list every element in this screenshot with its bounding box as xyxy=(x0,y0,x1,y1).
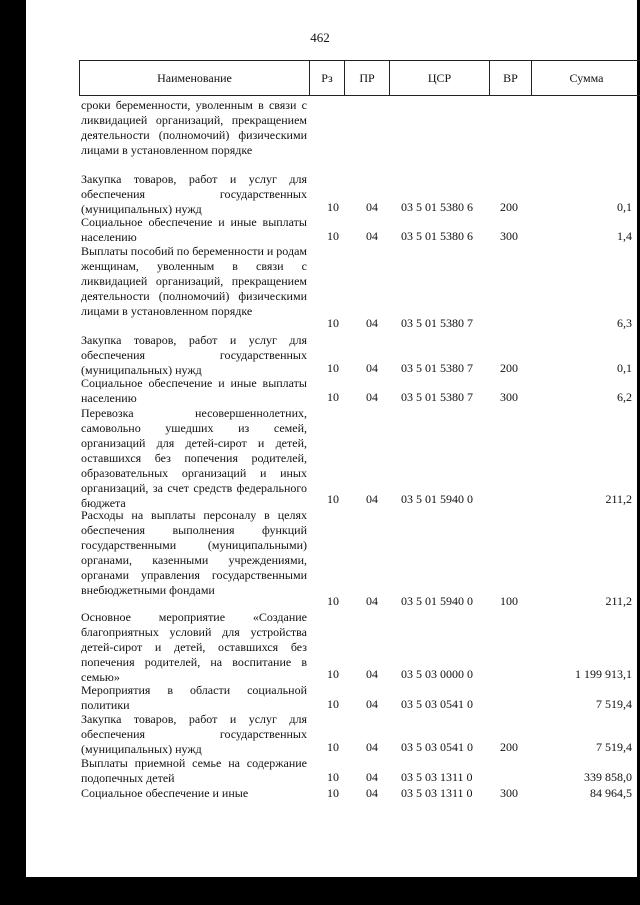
row-vr: 300 xyxy=(500,390,518,404)
row-pr: 04 xyxy=(366,316,378,330)
row-rz: 10 xyxy=(327,390,339,404)
row-pr: 04 xyxy=(366,200,378,214)
header-name: Наименование xyxy=(80,61,310,95)
row-csr: 03 5 01 5380 6 xyxy=(401,200,473,214)
row-rz: 10 xyxy=(327,667,339,681)
row-csr: 03 5 01 5380 6 xyxy=(401,229,473,243)
header-vr: ВР xyxy=(490,61,532,95)
row-pr: 04 xyxy=(366,786,378,800)
row-vr: 200 xyxy=(500,740,518,754)
row-pr: 04 xyxy=(366,740,378,754)
row-name: Выплаты пособий по беременности и родам женщинам, уволенным в связи с ликвидацией организаций, прекращением деятельности (полномочий) физическими лицами в установленном порядке xyxy=(81,244,307,318)
row-vr: 300 xyxy=(500,786,518,800)
row-vr: 100 xyxy=(500,594,518,608)
row-name: Социальное обеспечение и иные xyxy=(81,786,249,800)
row-sum: 1,4 xyxy=(617,229,632,243)
row-name: Социальное обеспечение и иные выплаты населению xyxy=(81,376,307,405)
row-rz: 10 xyxy=(327,786,339,800)
row-csr: 03 5 01 5380 7 xyxy=(401,390,473,404)
row-pr: 04 xyxy=(366,697,378,711)
row-sum: 6,2 xyxy=(617,390,632,404)
row-vr: 300 xyxy=(500,229,518,243)
row-name: Закупка товаров, работ и услуг для обеспечения государственных (муниципальных) нужд xyxy=(81,712,307,756)
row-pr: 04 xyxy=(366,492,378,506)
row-name: сроки беременности, уволенным в связи с ликвидацией организаций, прекращением деятельности (полномочий) физическими лицами в установленном порядке xyxy=(81,98,307,157)
row-name: Закупка товаров, работ и услуг для обеспечения государственных (муниципальных) нужд xyxy=(81,333,307,377)
row-pr: 04 xyxy=(366,667,378,681)
row-rz: 10 xyxy=(327,361,339,375)
row-csr: 03 5 03 1311 0 xyxy=(401,770,473,784)
header-rz: Рз xyxy=(310,61,345,95)
row-pr: 04 xyxy=(366,594,378,608)
row-sum: 0,1 xyxy=(617,200,632,214)
row-rz: 10 xyxy=(327,200,339,214)
row-pr: 04 xyxy=(366,361,378,375)
row-vr: 200 xyxy=(500,200,518,214)
row-name: Основное мероприятие «Создание благоприятных условий для устройства детей-сирот и детей, оставшихся без попечения родителей, на воспитание в семью» xyxy=(81,610,307,684)
row-pr: 04 xyxy=(366,229,378,243)
scan-border-bottom xyxy=(0,877,640,905)
row-csr: 03 5 01 5380 7 xyxy=(401,316,473,330)
row-sum: 7 519,4 xyxy=(596,740,632,754)
row-sum: 7 519,4 xyxy=(596,697,632,711)
row-vr: 200 xyxy=(500,361,518,375)
row-sum: 1 199 913,1 xyxy=(575,667,632,681)
row-rz: 10 xyxy=(327,770,339,784)
row-sum: 0,1 xyxy=(617,361,632,375)
row-name: Расходы на выплаты персоналу в целях обеспечения выполнения функций государственными (муниципальными) органами, казенными учреждениями, органами управления государственными внебюджетными фондами xyxy=(81,508,307,597)
row-rz: 10 xyxy=(327,594,339,608)
row-rz: 10 xyxy=(327,740,339,754)
row-pr: 04 xyxy=(366,390,378,404)
page-number: 462 xyxy=(310,30,330,45)
scan-border-left xyxy=(0,0,26,905)
row-csr: 03 5 01 5380 7 xyxy=(401,361,473,375)
header-csr: ЦСР xyxy=(390,61,490,95)
row-csr: 03 5 03 1311 0 xyxy=(401,786,473,800)
row-csr: 03 5 03 0541 0 xyxy=(401,697,473,711)
row-pr: 04 xyxy=(366,770,378,784)
row-rz: 10 xyxy=(327,316,339,330)
row-name: Мероприятия в области социальной политики xyxy=(81,683,307,712)
row-sum: 339 858,0 xyxy=(584,770,632,784)
row-rz: 10 xyxy=(327,229,339,243)
row-csr: 03 5 01 5940 0 xyxy=(401,492,473,506)
row-sum: 84 964,5 xyxy=(590,786,632,800)
row-rz: 10 xyxy=(327,492,339,506)
header-pr: ПР xyxy=(345,61,390,95)
row-csr: 03 5 03 0541 0 xyxy=(401,740,473,754)
row-name: Выплаты приемной семье на содержание подопечных детей xyxy=(81,756,307,785)
row-sum: 211,2 xyxy=(605,492,632,506)
header-sum: Сумма xyxy=(569,70,604,85)
row-csr: 03 5 03 0000 0 xyxy=(401,667,473,681)
row-sum: 211,2 xyxy=(605,594,632,608)
row-name: Социальное обеспечение и иные выплаты населению xyxy=(81,215,307,244)
row-name: Закупка товаров, работ и услуг для обеспечения государственных (муниципальных) нужд xyxy=(81,172,307,216)
row-sum: 6,3 xyxy=(617,316,632,330)
row-rz: 10 xyxy=(327,697,339,711)
table-header xyxy=(79,60,640,96)
row-csr: 03 5 01 5940 0 xyxy=(401,594,473,608)
row-name: Перевозка несовершеннолетних, самовольно ушедших из семей, организаций для детей-сирот и детей, оставшихся без попечения родителей, образовательных организаций и иных организаций, за счет средств федерального бюджета xyxy=(81,406,307,510)
